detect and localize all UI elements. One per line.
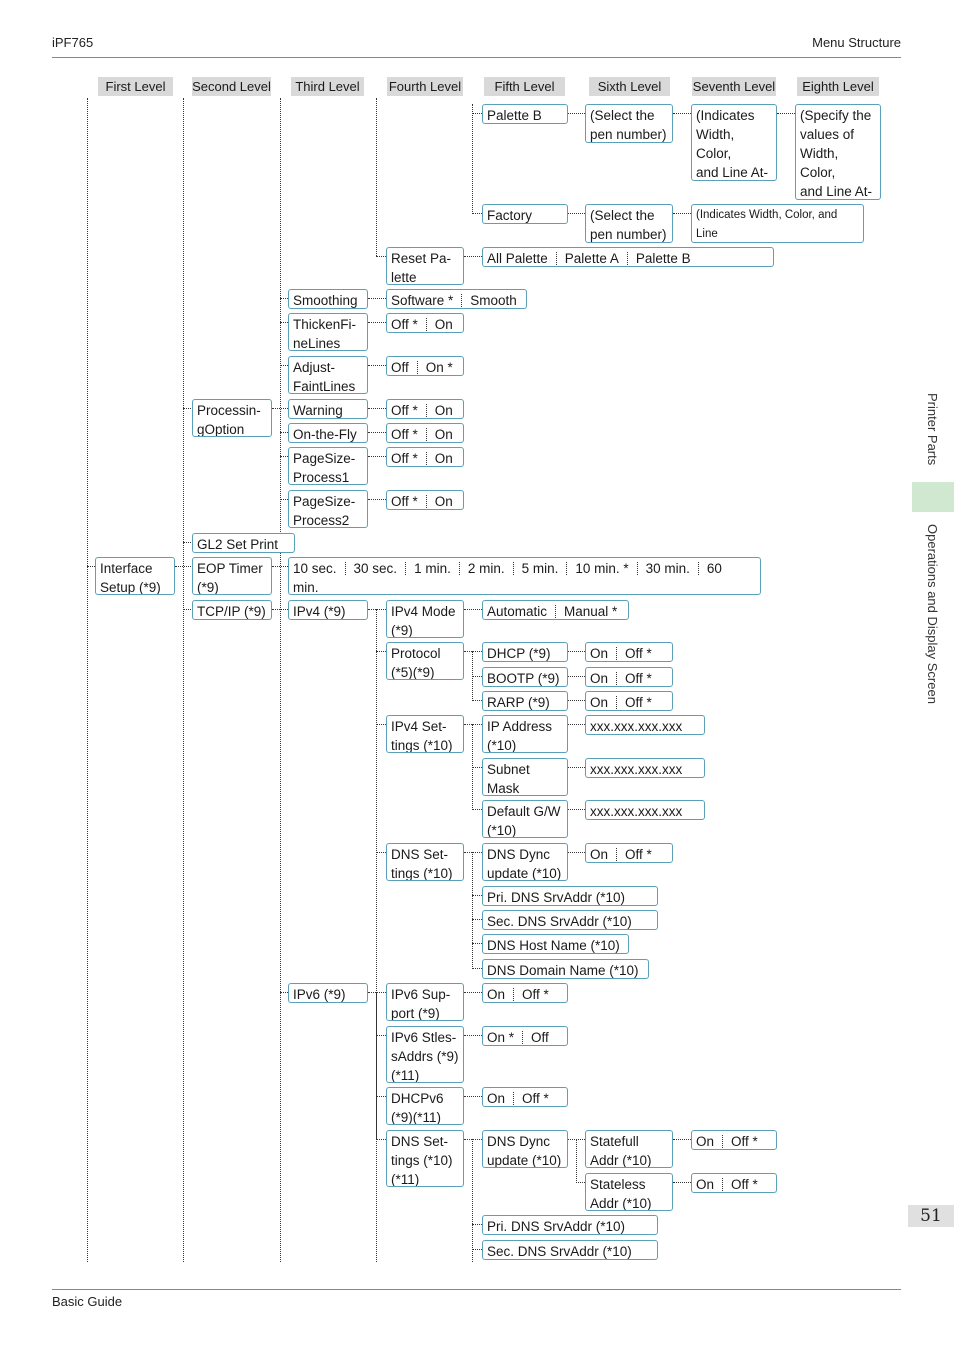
level-header-2: Second Level [192, 79, 271, 94]
option-separator [459, 562, 460, 575]
options-thickenfinelines [386, 313, 464, 333]
menu-label: On [434, 427, 453, 442]
option-separator [566, 562, 567, 575]
connector-line [368, 499, 386, 500]
menu-label: (Specify the values of Width, Color, and Line At- [800, 108, 873, 199]
menu-label: Default G/W (*10) [487, 804, 561, 838]
options-dns-dync-update [585, 843, 673, 863]
options-statefull-addr [691, 1130, 777, 1150]
menu-node-eop-timer [192, 557, 272, 595]
connector-line [376, 992, 377, 1262]
menu-label: Smooth [470, 293, 517, 308]
connector-line [183, 408, 191, 409]
menu-node-ipv4-settings [386, 715, 464, 753]
options-dhcpv6 [482, 1087, 568, 1107]
connector-line [280, 98, 281, 1262]
menu-label: (Indicates Width, Color, and Line [696, 209, 838, 240]
options-bootp [585, 667, 673, 687]
menu-label: Interface Setup (*9) [100, 561, 161, 595]
menu-label: IP Address (*10) [487, 719, 553, 753]
menu-label: DHCPv6 (*9)(*11) [391, 1091, 444, 1125]
connector-line [568, 809, 585, 810]
connector-line [568, 1139, 585, 1140]
connector-line [272, 609, 288, 610]
menu-label: Adjust- FaintLines [293, 360, 356, 394]
connector-line [673, 213, 691, 214]
menu-label: xxx.xxx.xxx.xxx [590, 804, 683, 819]
menu-label: Off * [391, 427, 418, 442]
page-number: 51 [908, 1205, 954, 1227]
option-separator [461, 294, 462, 307]
menu-label: Reset Pa- lette [391, 251, 452, 285]
menu-label: Automatic [487, 604, 548, 619]
menu-label: Off * [391, 317, 418, 332]
option-separator [426, 428, 427, 441]
menu-node-ipv4 [288, 600, 368, 620]
connector-line [280, 432, 288, 433]
section-title: Menu Structure [812, 35, 901, 50]
connector-line [376, 1035, 386, 1036]
connector-line [464, 724, 482, 725]
menu-node-sec-dns-srvaddr-ipv6 [482, 1240, 658, 1260]
option-separator [513, 562, 514, 575]
menu-label: On [434, 451, 453, 466]
menu-label: EOP Timer (*9) [197, 561, 263, 595]
menu-node-warning [288, 399, 368, 419]
connector-line [568, 767, 585, 768]
menu-label: Sec. DNS SrvAddr (*10) [487, 914, 632, 929]
connector-line [464, 651, 482, 652]
menu-label: Sec. DNS SrvAddr (*10) [487, 1244, 632, 1259]
option-separator [513, 1092, 514, 1105]
menu-node-factory [482, 204, 568, 224]
options-warning [386, 399, 464, 419]
connector-line [576, 1139, 577, 1183]
menu-label: On [434, 317, 453, 332]
menu-node-ipv6-support [386, 983, 464, 1021]
menu-node-protocol [386, 642, 464, 680]
connector-line [272, 566, 288, 567]
side-tab-operations: Operations and Display Screen [925, 524, 940, 704]
level-header-3: Third Level [291, 77, 364, 96]
connector-line [472, 943, 482, 944]
menu-label: BOOTP (*9) [487, 671, 560, 686]
header-rule [52, 57, 901, 58]
menu-node-pri-dns-srvaddr [482, 886, 658, 906]
options-smoothing [386, 289, 527, 309]
option-separator [616, 647, 617, 660]
menu-label: All Palette [487, 251, 548, 266]
menu-label: 10 sec. [293, 561, 337, 576]
menu-label: 30 sec. [353, 561, 398, 576]
connector-line [376, 651, 386, 652]
menu-label: Off * [391, 494, 418, 509]
menu-label: Protocol (*5)(*9) [391, 646, 441, 680]
connector-line [280, 499, 288, 500]
menu-label: IPv4 (*9) [293, 604, 346, 619]
menu-label: Off * [625, 847, 652, 862]
menu-node-dns-dync-update-ipv6 [482, 1130, 568, 1168]
level-header-4: Fourth Level [388, 79, 462, 94]
option-separator [513, 988, 514, 1001]
connector-line [368, 322, 386, 323]
connector-line [472, 113, 482, 114]
options-dhcp [585, 642, 673, 662]
level-header-6: Sixth Level [589, 77, 670, 96]
connector-line [673, 1139, 691, 1140]
option-separator [405, 562, 406, 575]
connector-line [472, 1139, 473, 1262]
menu-label: Manual * [564, 604, 618, 619]
connector-line [183, 542, 191, 543]
value-default-gw [585, 800, 705, 820]
menu-label: DNS Host Name (*10) [487, 938, 620, 953]
option-separator [426, 495, 427, 508]
menu-node-ipv6 [288, 983, 368, 1003]
menu-label: On * [487, 1030, 515, 1045]
menu-node-indicates-attributes-factory [691, 204, 864, 243]
menu-label: IPv4 Mode (*9) [391, 604, 456, 638]
menu-label: RARP (*9) [487, 695, 550, 710]
menu-node-dns-settings-ipv6 [386, 1130, 464, 1187]
menu-label: Palette B [487, 108, 542, 123]
connector-line [568, 113, 585, 114]
menu-label: Pri. DNS SrvAddr (*10) [487, 890, 626, 905]
menu-label: DNS Set- tings (*10) [391, 847, 453, 881]
value-subnet-mask [585, 758, 705, 778]
menu-label: IPv6 (*9) [293, 987, 346, 1002]
menu-node-ipv4-mode [386, 600, 464, 638]
menu-label: Processin- gOption [197, 403, 261, 437]
connector-line [568, 676, 585, 677]
menu-label: ThickenFi- neLines [293, 317, 357, 351]
connector-line [673, 113, 691, 114]
connector-line [368, 408, 386, 409]
option-separator [556, 252, 557, 265]
connector-line [472, 809, 482, 810]
connector-line [568, 724, 585, 725]
menu-node-palette-b [482, 104, 568, 124]
menu-label: IPv6 Sup- port (*9) [391, 987, 451, 1021]
option-separator [698, 562, 699, 575]
menu-label: On [590, 646, 609, 661]
side-tab-highlight [912, 482, 954, 512]
connector-line [568, 651, 585, 652]
connector-line [368, 298, 386, 299]
connector-line [472, 767, 482, 768]
connector-line [272, 408, 288, 409]
connector-line [280, 298, 288, 299]
menu-label: Subnet Mask [487, 762, 530, 796]
option-separator [637, 562, 638, 575]
connector-line [368, 432, 386, 433]
menu-node-gl2-set-print [192, 533, 295, 553]
menu-label: (Indicates Width, Color, and Line At- [696, 108, 769, 180]
connector-line [183, 98, 184, 1262]
connector-line [464, 1096, 482, 1097]
connector-line [472, 852, 473, 969]
footer-title: Basic Guide [52, 1294, 123, 1309]
document-model: iPF765 [52, 35, 94, 50]
menu-node-select-pen-number [585, 104, 673, 143]
menu-node-indicates-attributes [691, 104, 777, 181]
menu-label: 10 min. * [575, 561, 629, 576]
menu-node-sec-dns-srvaddr [482, 910, 658, 930]
option-separator [426, 404, 427, 417]
menu-node-smoothing [288, 289, 368, 309]
option-separator [345, 562, 346, 575]
option-separator [426, 318, 427, 331]
menu-label: xxx.xxx.xxx.xxx [590, 762, 683, 777]
options-adjustfaintlines [386, 356, 464, 376]
level-header-5: Fifth Level [484, 77, 565, 96]
menu-node-stateless-addr [585, 1173, 673, 1211]
connector-line [464, 1139, 482, 1140]
options-eop-timer [288, 557, 761, 595]
menu-node-adjustfaintlines [288, 356, 368, 394]
menu-label: Off [531, 1030, 549, 1045]
menu-label: On [590, 847, 609, 862]
menu-node-dns-settings [386, 843, 464, 881]
menu-label: 60 min. [293, 561, 722, 595]
connector-line [472, 1249, 482, 1250]
connector-line [368, 609, 386, 610]
menu-label: On [487, 1091, 506, 1106]
menu-label: On [590, 695, 609, 710]
menu-node-rarp [482, 691, 568, 711]
menu-node-bootp [482, 667, 568, 687]
menu-label: Off * [625, 671, 652, 686]
menu-label: On [434, 403, 453, 418]
menu-label: Off * [625, 646, 652, 661]
value-ip-address [585, 715, 705, 735]
menu-label: On [434, 494, 453, 509]
menu-label: On [487, 987, 506, 1002]
menu-label: Warning [293, 403, 343, 418]
menu-label: Palette A [564, 251, 619, 266]
menu-node-on-the-fly [288, 423, 368, 443]
menu-label: Stateless Addr (*10) [590, 1177, 652, 1211]
connector-line [472, 676, 482, 677]
menu-label: Off * [625, 695, 652, 710]
menu-node-pagesizeprocess1 [288, 447, 368, 485]
options-ipv4-mode [482, 600, 629, 620]
menu-label: PageSize- Process2 [293, 494, 356, 528]
menu-label: 2 min. [467, 561, 505, 576]
options-ipv6-support [482, 983, 568, 1003]
menu-node-pri-dns-srvaddr-ipv6 [482, 1215, 658, 1235]
footer-rule [52, 1289, 901, 1290]
option-separator [522, 1031, 523, 1044]
menu-label: GL2 Set Print [197, 537, 279, 552]
menu-node-reset-palette [386, 247, 464, 285]
menu-node-dns-domain-name [482, 959, 649, 979]
menu-label: DNS Domain Name (*10) [487, 963, 639, 978]
connector-line [280, 992, 288, 993]
options-stateless-addr [691, 1173, 777, 1193]
connector-line [464, 1035, 482, 1036]
menu-label: (Select the pen number) [590, 108, 667, 142]
menu-node-pagesizeprocess2 [288, 490, 368, 528]
connector-line [472, 968, 482, 969]
connector-line [568, 852, 585, 853]
option-separator [722, 1135, 723, 1148]
menu-node-tcpip [192, 600, 272, 620]
connector-line [472, 213, 482, 214]
connector-line [368, 992, 386, 993]
options-reset-palette [482, 247, 774, 267]
option-separator [722, 1178, 723, 1191]
connector-line [87, 98, 88, 1262]
menu-label: 5 min. [521, 561, 559, 576]
menu-label: Smoothing [293, 293, 358, 308]
menu-label: DNS Set- tings (*10) (*11) [391, 1134, 453, 1187]
menu-label: Off * [391, 451, 418, 466]
menu-label: Software * [391, 293, 454, 308]
connector-line [464, 852, 482, 853]
menu-label: On-the-Fly [293, 427, 357, 442]
connector-line [376, 852, 386, 853]
connector-line [280, 365, 288, 366]
menu-label: On [590, 671, 609, 686]
menu-node-dhcp [482, 642, 568, 662]
menu-label: DNS Dync update (*10) [487, 847, 562, 881]
connector-line [280, 322, 288, 323]
options-on-the-fly [386, 423, 464, 443]
menu-label: 1 min. [414, 561, 451, 576]
connector-line [376, 256, 386, 257]
connector-line [576, 1182, 585, 1183]
menu-label: On [696, 1177, 715, 1192]
connector-line [472, 700, 482, 701]
menu-node-thickenfinelines [288, 313, 368, 351]
menu-label: DHCP (*9) [487, 646, 551, 661]
options-pagesizeprocess1 [386, 447, 464, 467]
option-separator [426, 452, 427, 465]
menu-node-ipv6-stlessaddrs [386, 1026, 464, 1083]
connector-line [472, 104, 473, 214]
connector-line [472, 895, 482, 896]
menu-label: Off * [391, 403, 418, 418]
menu-node-dhcpv6 [386, 1087, 464, 1125]
option-separator [616, 696, 617, 709]
menu-label: Off * [522, 987, 549, 1002]
option-separator [627, 252, 628, 265]
connector-line [280, 456, 288, 457]
connector-line [376, 724, 386, 725]
menu-label: PageSize- Process1 [293, 451, 356, 485]
level-header-7: Seventh Level [692, 79, 776, 94]
connector-line [472, 1224, 482, 1225]
menu-label: Statefull Addr (*10) [590, 1134, 652, 1168]
connector-line [376, 1139, 386, 1140]
menu-node-dns-dync-update [482, 843, 568, 881]
menu-label: Pri. DNS SrvAddr (*10) [487, 1219, 626, 1234]
menu-label: Off * [731, 1177, 758, 1192]
menu-label: 30 min. [645, 561, 690, 576]
connector-line [368, 456, 386, 457]
side-tab-printer-parts: Printer Parts [925, 393, 940, 466]
menu-label: (Select the pen number) [590, 208, 667, 242]
menu-label: On * [425, 360, 453, 375]
menu-label: On [696, 1134, 715, 1149]
connector-line [777, 113, 795, 114]
connector-line [376, 1096, 386, 1097]
options-rarp [585, 691, 673, 711]
menu-node-specify-values [795, 104, 881, 200]
menu-label: xxx.xxx.xxx.xxx [590, 719, 683, 734]
menu-label: Palette B [635, 251, 691, 266]
connector-line [464, 256, 482, 257]
menu-node-ip-address [482, 715, 568, 753]
menu-node-select-pen-number-factory [585, 204, 673, 243]
connector-line [175, 566, 191, 567]
menu-label: DNS Dync update (*10) [487, 1134, 562, 1168]
option-separator [555, 605, 556, 618]
menu-label: Off [391, 360, 409, 375]
connector-line [568, 213, 585, 214]
connector-line [568, 700, 585, 701]
menu-node-dns-host-name [482, 934, 629, 954]
level-header-8: Eighth Level [797, 77, 879, 96]
option-separator [616, 672, 617, 685]
connector-line [464, 992, 482, 993]
menu-label: IPv6 Stles- sAddrs (*9) (*11) [391, 1030, 459, 1083]
menu-label: Off * [522, 1091, 549, 1106]
connector-line [183, 609, 191, 610]
options-pagesizeprocess2 [386, 490, 464, 510]
menu-label: IPv4 Set- tings (*10) [391, 719, 453, 753]
connector-line [472, 919, 482, 920]
menu-label: Factory [487, 208, 533, 223]
menu-label: TCP/IP (*9) [197, 604, 266, 619]
menu-node-interface-setup [95, 557, 175, 595]
connector-line [673, 1182, 691, 1183]
options-ipv6-stlessaddrs [482, 1026, 568, 1046]
menu-label: Off * [731, 1134, 758, 1149]
menu-node-statefull-addr [585, 1130, 673, 1168]
menu-node-default-gw [482, 800, 568, 838]
connector-line [376, 98, 377, 256]
connector-line [464, 609, 482, 610]
connector-line [368, 365, 386, 366]
level-header-1: First Level [98, 77, 173, 96]
connector-line [87, 566, 95, 567]
option-separator [616, 848, 617, 861]
menu-node-subnet-mask [482, 758, 568, 796]
menu-node-processingoption [192, 399, 272, 437]
option-separator [417, 361, 418, 374]
